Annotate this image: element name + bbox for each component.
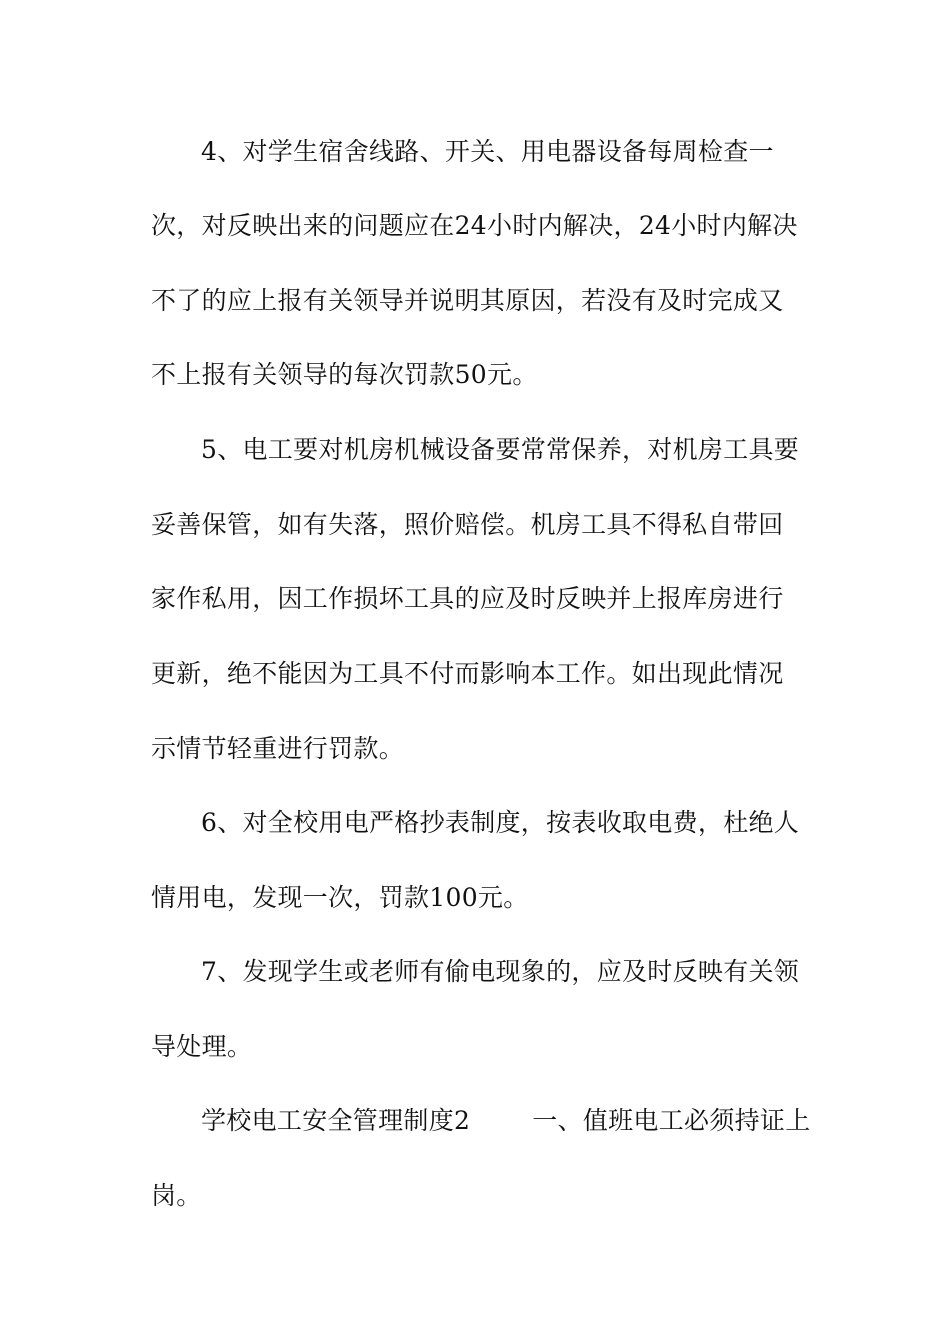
paragraph-4-line-1: 4、对学生宿舍线路、开关、用电器设备每周检查一 [201,137,774,166]
section-heading-line [201,1105,811,1137]
paragraph-4-line-4: 不上报有关领导的每次罚款50元。 [151,360,538,389]
paragraph-7-line-1: 7、发现学生或老师有偷电现象的，应及时反映有关领 [201,957,800,986]
paragraph-5-line-2: 妥善保管，如有失落，照价赔偿。机房工具不得私自带回 [151,510,784,539]
paragraph-5-line-3: 家作私用，因工作损坏工具的应及时反映并上报库房进行 [151,584,784,613]
paragraph-7-line-2: 导处理。 [151,1032,253,1061]
paragraph-5-line-5: 示情节轻重进行罚款。 [151,734,405,763]
paragraph-5-line-1: 5、电工要对机房机械设备要常常保养，对机房工具要 [201,435,800,464]
section-item-1-end: 岗。 [151,1181,202,1210]
paragraph-6-line-1: 6、对全校用电严格抄表制度，按表收取电费，杜绝人 [201,808,800,837]
section-item-1-start: 一、值班电工必须持证上 [532,1106,811,1135]
paragraph-6-line-2: 情用电，发现一次，罚款100元。 [151,883,529,912]
paragraph-4-line-3: 不了的应上报有关领导并说明其原因，若没有及时完成又 [151,286,784,315]
paragraph-5-line-4: 更新，绝不能因为工具不付而影响本工作。如出现此情况 [151,659,784,688]
section-title: 学校电工安全管理制度2 [201,1106,471,1135]
paragraph-4-line-2: 次，对反映出来的问题应在24小时内解决，24小时内解决 [151,211,798,240]
